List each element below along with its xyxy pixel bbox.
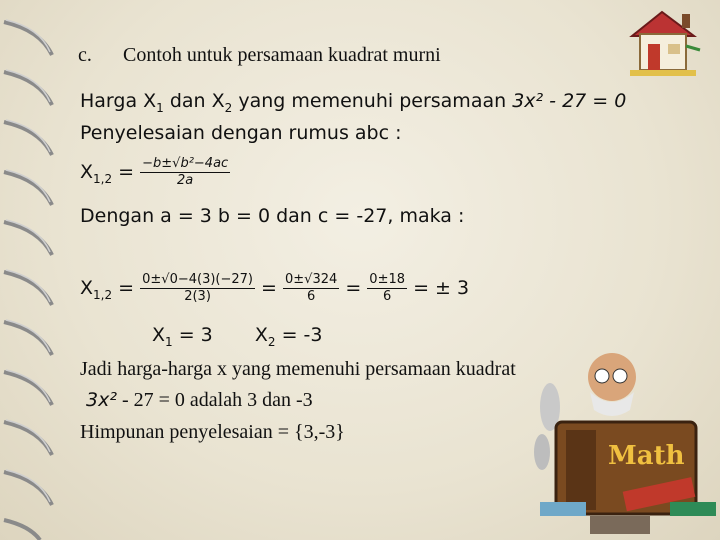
fraction-final: $\frac{0\pm 18}{6}$ <box>369 272 406 304</box>
line-conclusion: Jadi harga-harga x yang memenuhi persamaan kuadrat <box>80 358 516 380</box>
line-roots: $X_1 = 3$ $X_2 = -3$ <box>152 324 323 349</box>
line-formula: $X_{1,2}$ = $\frac{\text{−b±√b²−4ac}}{2a}$ <box>80 156 229 188</box>
math-professor-illustration <box>520 352 720 540</box>
line-method: Penyelesaian dengan rumus abc : <box>80 122 402 144</box>
line-problem: Harga $X_1$ dan $X_2$ yang memenuhi persamaan 3x² - 27 = 0 <box>80 90 627 115</box>
notebook-rings <box>0 0 60 540</box>
line-coefficients: Dengan a = 3 b = 0 dan c = -27, maka : <box>80 205 465 227</box>
line-conclusion-equation: 3x² - 27 = 0 adalah 3 dan -3 <box>86 389 313 411</box>
heading-label: c. <box>78 44 92 66</box>
line-solution-set: Himpunan penyelesaian = {3,-3} <box>80 421 345 443</box>
home-icon[interactable] <box>624 6 704 80</box>
fraction-substituted: $\frac{0\pm√0-4(3)(-27)}{2(3)}$ <box>142 272 253 304</box>
abc-formula: $\frac{\text{−b±√b²−4ac}}{2a}$ <box>142 156 229 188</box>
math-book-title: Math <box>608 441 685 471</box>
line-substitution: $X_{1,2}$ = $\frac{0\pm√0-4(3)(-27)}{2(3)}$ = $\frac{0\pm√324}{6}$ = $\frac{0\pm 18}{6}$ = ± 3 <box>80 272 470 304</box>
slide-heading <box>78 44 441 67</box>
fraction-simplified: $\frac{0\pm√324}{6}$ <box>285 272 338 304</box>
heading-title: Contoh untuk persamaan kuadrat murni <box>123 44 441 66</box>
